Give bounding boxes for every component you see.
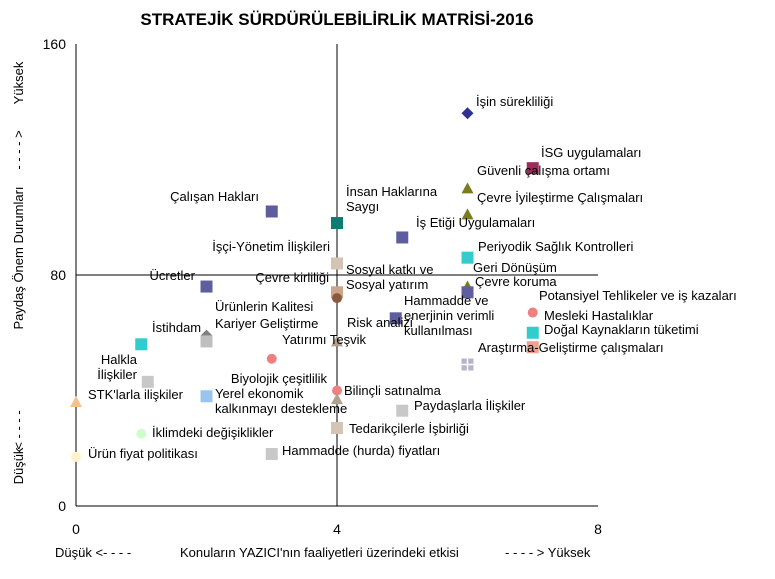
x-tick-label: 8	[594, 521, 602, 537]
x-axis-title: Konuların YAZICI'nın faaliyetleri üzerindeki etkisi	[180, 545, 459, 560]
y-axis-title-group	[11, 186, 26, 329]
data-point	[331, 421, 469, 436]
x-tick-label: 0	[72, 521, 80, 537]
point-marker	[527, 327, 539, 339]
point-label: kalkınmayı destekleme	[215, 401, 348, 416]
point-marker	[266, 205, 278, 217]
point-label: Güvenli çalışma ortamı	[477, 163, 610, 178]
point-label: Ücretler	[149, 268, 195, 283]
point-label: Sosyal yatırım	[346, 277, 429, 292]
chart-title: STRATEJİK SÜRDÜRÜLEBİLİRLİK MATRİSİ-2016	[140, 10, 534, 29]
point-label: Araştırma-Geliştirme çalışmaları	[478, 340, 664, 355]
y-axis-high-arrow: - - - - >	[11, 130, 26, 170]
point-marker	[331, 422, 343, 434]
y-axis-title: Paydaş Önem Durumları	[11, 186, 26, 330]
point-label: İş Etiği Uygulamaları	[416, 215, 536, 230]
point-label: Yatırımı Teşvik	[282, 332, 367, 347]
point-marker	[201, 390, 213, 402]
point-label: İSG uygulamaları	[541, 145, 642, 160]
y-axis-low-arrow: < - - - -	[11, 410, 26, 450]
point-label: STK'larla ilişkiler	[88, 387, 183, 402]
point-label: Saygı	[346, 199, 380, 214]
point-label: Çevre İyileştirme Çalışmaları	[477, 190, 644, 205]
point-label: Kariyer Geliştirme	[215, 316, 319, 331]
point-marker	[462, 252, 474, 264]
y-low-arrow-label	[11, 410, 26, 449]
x-tick-label: 4	[333, 521, 341, 537]
point-label: Ürün fiyat politikası	[88, 446, 198, 461]
y-tick-label: 0	[58, 498, 66, 514]
point-marker	[331, 217, 343, 229]
point-label: Periyodik Sağlık Kontrolleri	[478, 239, 634, 254]
point-label: Hammadde (hurda) fiyatları	[282, 443, 441, 458]
x-axis-high-text: - - - - > Yüksek	[505, 545, 591, 560]
point-label: İlişkiler	[97, 367, 137, 382]
point-marker	[201, 281, 213, 293]
point-label: enerjinin verimli	[404, 308, 495, 323]
point-label: Mesleki Hastalıklar	[544, 308, 654, 323]
point-marker	[71, 452, 81, 462]
point-label: Halkla	[100, 352, 137, 367]
point-marker	[528, 308, 538, 318]
point-marker	[331, 257, 343, 269]
x-axis-low-text: Düşük <- - - -	[55, 545, 132, 560]
point-label: Doğal Kaynakların tüketimi	[544, 322, 699, 337]
point-label: Ürünlerin Kalitesi	[215, 299, 314, 314]
point-marker	[396, 405, 408, 417]
point-marker	[267, 354, 277, 364]
y-axis-high-text: Yüksek	[11, 61, 26, 105]
y-axis-low-text: Düşük	[11, 447, 26, 485]
point-label: Geri Dönüşüm	[473, 260, 557, 275]
point-label: Biyolojik çeşitlilik	[230, 371, 327, 386]
point-label: Paydaşlarla İlişkiler	[414, 398, 526, 413]
point-label: Bilinçli satınalma	[344, 383, 441, 398]
point-label: İşin sürekliliği	[476, 94, 554, 109]
point-label: İstihdam	[152, 320, 202, 335]
y-tick-label: 80	[50, 267, 66, 283]
data-point	[71, 446, 198, 462]
y-high-arrow-label	[11, 130, 26, 169]
y-tick-label: 160	[42, 36, 66, 52]
point-label: Potansiyel Tehlikeler ve iş kazaları	[539, 288, 737, 303]
point-label: İklimdeki değişiklikler	[152, 425, 274, 440]
point-marker	[201, 335, 213, 347]
point-label: Çevre kirliliği	[255, 270, 329, 285]
y-low-label	[11, 447, 26, 484]
point-marker	[266, 448, 278, 460]
point-marker	[135, 338, 147, 350]
point-label: Tedarikçilerle İşbirliği	[349, 421, 469, 436]
y-high-label	[11, 61, 26, 104]
point-label: kullanılması	[404, 323, 473, 338]
data-point	[266, 443, 440, 460]
point-marker	[396, 231, 408, 243]
point-label: Çalışan Hakları	[170, 189, 259, 204]
point-label: Hammadde ve	[404, 293, 489, 308]
point-label: Yerel ekonomik	[215, 386, 304, 401]
point-label: Sosyal katkı ve	[346, 262, 434, 277]
point-marker	[462, 359, 474, 371]
point-label: İşçi-Yönetim İlişkileri	[212, 239, 330, 254]
point-label: Risk analizi	[347, 315, 413, 330]
point-label: Çevre koruma	[475, 274, 557, 289]
data-point	[136, 425, 274, 440]
point-marker	[136, 429, 146, 439]
point-label: İnsan Haklarına	[346, 184, 438, 199]
point-marker	[332, 293, 342, 303]
